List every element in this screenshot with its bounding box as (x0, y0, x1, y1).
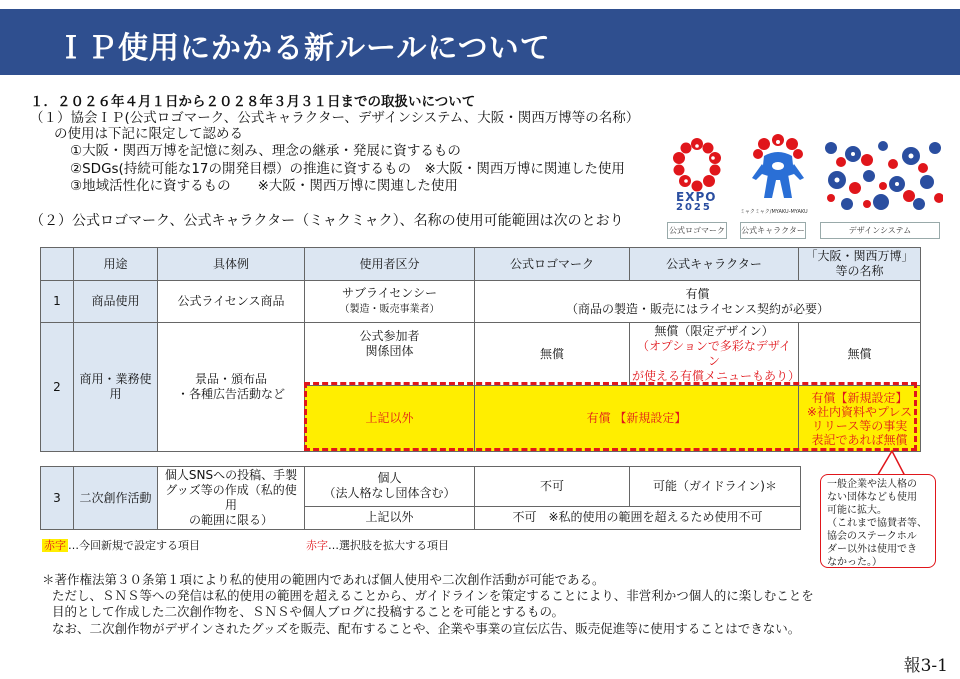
page-title: ＩＰ使用にかかる新ルールについて (56, 31, 551, 66)
design-system-image (823, 140, 943, 210)
title-banner (0, 9, 960, 75)
table-row (41, 467, 801, 507)
row3-example: 個人SNSへの投稿、手製 グッズ等の作成（私的使用 の範囲に限る） (158, 467, 305, 530)
legend-expand (306, 537, 449, 555)
character-small-caption: ミャクミャク/MYAKU-MYAKU (740, 209, 808, 215)
row2-char-a: 無償（限定デザイン） （オプションで多彩なデザイン が使える有償メニューもあり） (630, 323, 799, 386)
row2-logo-char-b: 有償 【新規設定】 (475, 386, 799, 452)
document-code: 報3-1 (903, 656, 948, 676)
legend-expand-label: 赤字 (306, 539, 328, 552)
row3-user-a: 個人 （法人格なし団体含む） (305, 467, 475, 507)
purpose-2: ②SDGs(持続可能な17の開発目標）の推進に資するもの ※大阪・関西万博に関連した使用 (70, 161, 625, 177)
header-name: 「大阪・関西万博」 等の名称 (799, 248, 921, 281)
character-icon (748, 134, 808, 206)
legend-expand-desc: …選択肢を拡大する項目 (328, 539, 449, 552)
row1-user: サブライセンシー （製造・販売事業者） (305, 281, 475, 323)
row2-example: 景品・頒布品 ・各種広告活動など (158, 323, 305, 452)
design-system-caption: デザインシステム (820, 222, 940, 239)
row1-fee: 有償 （商品の製造・販売にはライセンス契約が必要） (475, 281, 921, 323)
logo-caption: 公式ロゴマーク (667, 222, 727, 239)
row3-char-a: 可能（ガイドライン)＊ (630, 467, 801, 507)
header-user: 使用者区分 (305, 248, 475, 281)
character-image (740, 134, 808, 215)
row1-num: 1 (41, 281, 74, 323)
callout-box: 一般企業や法人格の ない団体なども使用 可能に拡大。 （これまで協賛者等、 協会のステークホル ダー以外は使用でき なかった。） (820, 474, 936, 568)
purpose-1: ①大阪・関西万博を記憶に刻み、理念の継承・発展に資するもの (70, 143, 461, 159)
row2-logo-a: 無償 (475, 323, 630, 386)
header-character: 公式キャラクター (630, 248, 799, 281)
legend-new (42, 537, 200, 555)
header-use: 用途 (74, 248, 158, 281)
purpose-3: ③地域活性化に資するもの ※大阪・関西万博に関連した使用 (70, 178, 458, 194)
row2-user-b: 上記以外 (305, 386, 475, 452)
expo-logo (668, 136, 726, 216)
row2-name-a: 無償 (799, 323, 921, 386)
legend-new-label: 赤字 (44, 539, 66, 552)
table-header-row (41, 248, 921, 281)
header-num (41, 248, 74, 281)
expo-year: 2025 (676, 202, 712, 213)
note-4: なお、二次創作物がデザインされたグッズを販売、配布することや、企業や事業の宣伝広告、販売促進等に使用することはできない。 (52, 621, 801, 636)
legend-new-desc: …今回新規で設定する項目 (68, 539, 200, 552)
row3-user-b: 上記以外 (305, 506, 475, 529)
note-3: 目的として作成した二次創作物を、ＳＮＳや個人ブログに投稿することを可能とするもの。 (52, 604, 565, 619)
row3-logo-a: 不可 (475, 467, 630, 507)
table-row (41, 281, 921, 323)
header-logo: 公式ロゴマーク (475, 248, 630, 281)
row3-num: 3 (41, 467, 74, 530)
row2-num: 2 (41, 323, 74, 452)
item2: （２）公式ロゴマーク、公式キャラクター（ミャクミャク）、名称の使用可能範囲は次のとおり (30, 213, 624, 229)
header-example: 具体例 (158, 248, 305, 281)
expo-text: EXPO (676, 190, 717, 204)
row3-logo-char-b: 不可 ※私的使用の範囲を超えるため使用不可 (475, 506, 801, 529)
item1-line1: （１）協会ＩＰ(公式ロゴマーク、公式キャラクター、デザインシステム、大阪・関西万博等の名称） (30, 110, 640, 126)
row2-name-b: 有償【新規設定】 ※社内資料やプレス リリース等の事実 表記であれば無償 (799, 386, 921, 452)
usage-table (40, 247, 921, 452)
row1-use: 商品使用 (74, 281, 158, 323)
row1-example: 公式ライセンス商品 (158, 281, 305, 323)
secondary-creation-table (40, 466, 801, 530)
design-system-icon (823, 140, 943, 210)
character-caption: 公式キャラクター (740, 222, 806, 239)
section-heading: １．２０２６年４月１日から２０２８年３月３１日までの取扱いについて (30, 94, 476, 110)
expo-logo-icon (668, 136, 726, 196)
row2-use: 商用・業務使用 (74, 323, 158, 452)
note-1: ＊著作権法第３０条第１項により私的使用の範囲内であれば個人使用や二次創作活動が可能である。 (42, 572, 605, 587)
row2-user-a: 公式参加者 関係団体 (305, 323, 475, 386)
item1-line2: の使用は下記に限定して認める (54, 126, 243, 142)
row3-use: 二次創作活動 (74, 467, 158, 530)
table-row (41, 323, 921, 386)
note-2: ただし、ＳＮＳ等への発信は私的使用の範囲を超えることから、ガイドラインを策定することにより、非営利かつ個人的に楽しむことを (52, 588, 814, 603)
